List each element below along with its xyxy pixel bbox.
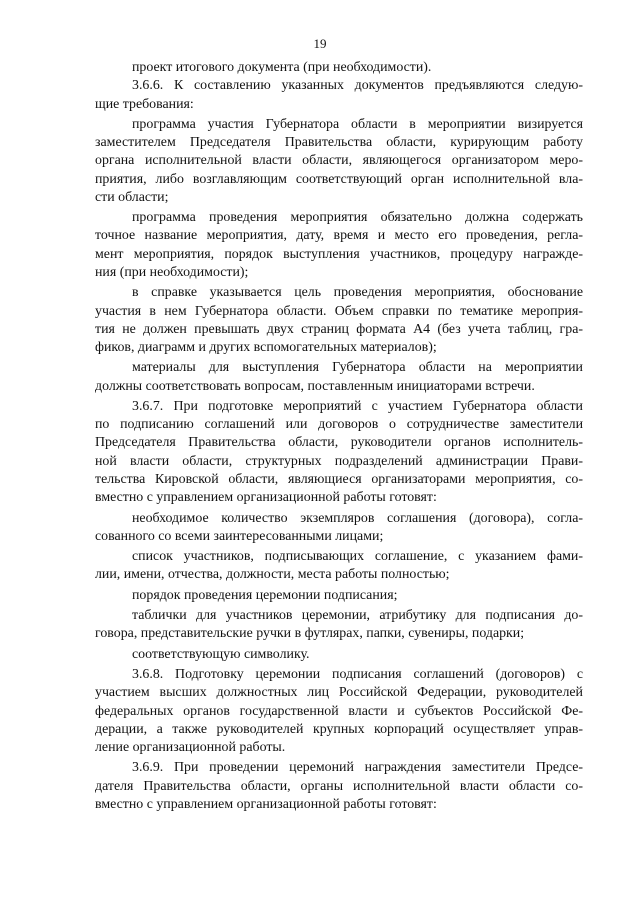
text-line: проект итогового документа (при необходимости).: [132, 60, 432, 75]
text-line: сованного со всеми заинтересованными лицами;: [95, 528, 384, 544]
text-line: говора, представительские ручки в футлярах, папки, сувениры, подарки;: [95, 626, 525, 642]
text-line: материалы для выступления Губернатора области на мероприятии: [132, 360, 583, 376]
document-body: [95, 59, 583, 814]
text-line: ление организационной работы.: [95, 740, 286, 756]
text-line: список участников, подписывающих соглашение, с указанием фами-: [132, 549, 583, 565]
text-line: точное название мероприятия, дату, время и место его проведения, регла-: [95, 228, 583, 244]
text-line: по подписанию соглашений или договоров о сотрудничестве заместители: [95, 417, 583, 433]
text-line: участием высших должностных лиц Российской Федерации, руководителей: [95, 685, 583, 701]
text-line: в справке указывается цель проведения мероприятия, обоснование: [132, 285, 583, 301]
text-line: программа проведения мероприятия обязательно должна содержать: [132, 210, 583, 226]
text-line: 3.6.7. При подготовке мероприятий с участием Губернатора области: [132, 398, 583, 414]
text-line: 3.6.8. Подготовку церемонии подписания соглашений (договоров) с: [132, 667, 583, 683]
text-line: вместно с управлением организационной работы готовят:: [95, 490, 437, 506]
text-line: должны соответствовать вопросам, поставленным инициаторами встречи.: [95, 378, 535, 394]
text-line: тия не должен превышать двух страниц формата А4 (без учета таблиц, гра-: [95, 321, 583, 337]
text-line: сти области;: [95, 189, 169, 205]
text-line: таблички для участников церемонии, атрибутику для подписания до-: [132, 608, 583, 624]
text-line: приятия, либо возглавляющим соответствующий орган исполнительной вла-: [95, 171, 583, 187]
text-line: вместно с управлением организационной работы готовят:: [95, 796, 437, 812]
text-line: Председателя Правительства области, руководители органов исполнитель-: [95, 435, 583, 451]
text-line: федеральных органов государственной власти и субъектов Российской Фе-: [95, 703, 583, 719]
text-line: необходимое количество экземпляров соглашения (договора), согла-: [132, 510, 583, 526]
text-line: участия в нем Губернатора области. Объем справки по тематике мероприя-: [95, 303, 583, 319]
text-line: 3.6.9. При проведении церемоний награждения заместители Предсе-: [132, 760, 583, 776]
text-line: дателя Правительства области, органы исполнительной власти области со-: [95, 778, 583, 794]
text-line: заместителем Председателя Правительства области, курирующим работу: [95, 135, 583, 151]
text-line: ной власти области, структурных подразделений администрации Прави-: [95, 453, 583, 469]
text-line: мент мероприятия, порядок выступления участников, процедуру награжде-: [95, 246, 583, 262]
text-line: фиков, диаграмм и других вспомогательных материалов);: [95, 340, 437, 356]
text-line: 3.6.6. К составлению указанных документов предъявляются следую-: [132, 78, 583, 94]
page-number: 19: [313, 36, 327, 51]
text-line: щие требования:: [95, 96, 194, 112]
text-line: соответствующую символику.: [132, 646, 310, 662]
text-line: ния (при необходимости);: [95, 264, 249, 280]
text-line: тельства Кировской области, являющиеся организаторами мероприятия, со-: [95, 471, 583, 487]
text-line: порядок проведения церемонии подписания;: [132, 587, 398, 603]
text-line: дерации, а также руководителей крупных корпораций осуществляет управ-: [95, 721, 583, 737]
text-line: лии, имени, отчества, должности, места работы полностью;: [95, 567, 450, 583]
text-line: органа исполнительной власти области, являющегося организатором меро-: [95, 153, 583, 169]
text-line: программа участия Губернатора области в мероприятии визируется: [132, 116, 583, 132]
